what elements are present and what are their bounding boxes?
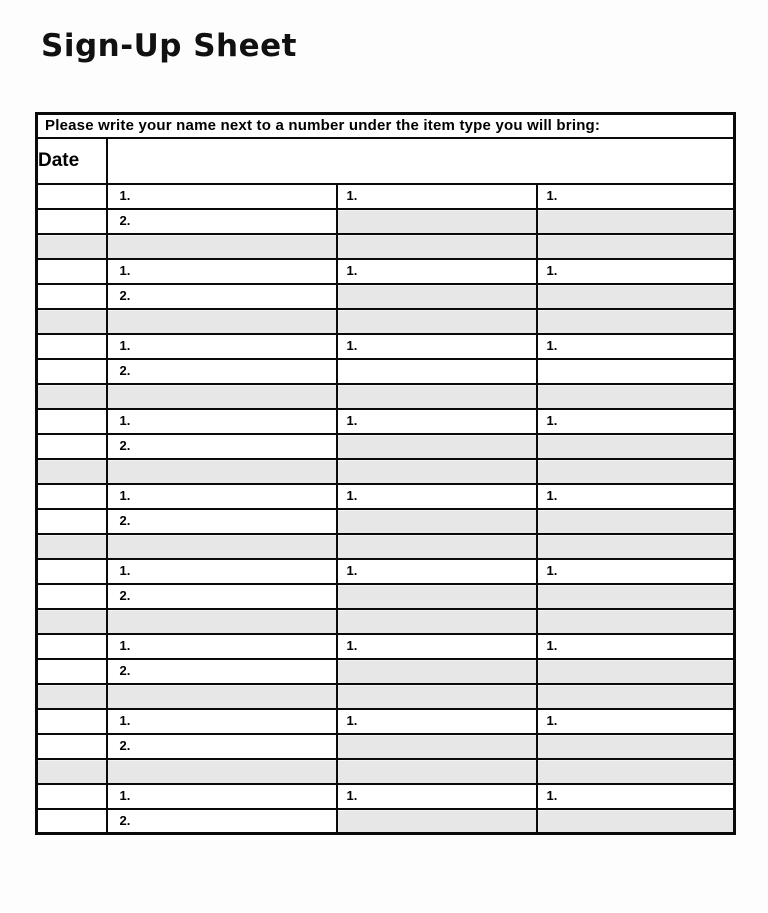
entry-number-label: 1.	[119, 638, 131, 653]
signup-row	[37, 634, 735, 659]
entry-number-label: 2.	[119, 363, 131, 378]
entry-number-label: 1.	[346, 188, 358, 203]
blocked-cell	[537, 309, 735, 334]
signup-row	[37, 409, 735, 434]
blocked-cell	[337, 309, 537, 334]
blocked-cell	[37, 309, 107, 334]
blocked-cell	[107, 534, 337, 559]
blocked-cell	[37, 234, 107, 259]
name-entry-cell[interactable]	[107, 184, 337, 209]
entry-number-label: 2.	[119, 288, 131, 303]
blocked-cell	[337, 509, 537, 534]
name-entry-cell[interactable]	[107, 434, 337, 459]
blocked-cell	[537, 759, 735, 784]
blocked-cell	[337, 759, 537, 784]
signup-row	[37, 559, 735, 584]
blocked-cell	[37, 684, 107, 709]
signup-row	[37, 309, 735, 334]
blocked-cell	[107, 609, 337, 634]
name-entry-cell[interactable]	[107, 484, 337, 509]
date-entry-cell[interactable]	[37, 184, 107, 209]
name-entry-cell[interactable]	[337, 709, 537, 734]
entry-number-label: 1.	[546, 713, 558, 728]
date-entry-cell[interactable]	[37, 659, 107, 684]
blocked-cell	[537, 659, 735, 684]
entry-number-label: 1.	[119, 338, 131, 353]
blocked-cell	[337, 609, 537, 634]
blocked-cell	[337, 209, 537, 234]
name-entry-cell[interactable]	[337, 359, 537, 384]
name-entry-cell[interactable]	[107, 259, 337, 284]
name-entry-cell[interactable]	[337, 409, 537, 434]
blocked-cell	[107, 684, 337, 709]
signup-row	[37, 809, 735, 834]
name-entry-cell[interactable]	[107, 634, 337, 659]
name-entry-cell[interactable]	[107, 209, 337, 234]
entry-number-label: 1.	[346, 338, 358, 353]
date-entry-cell[interactable]	[37, 809, 107, 834]
blocked-cell	[537, 284, 735, 309]
blocked-cell	[337, 584, 537, 609]
instruction-row	[37, 114, 735, 138]
name-entry-cell[interactable]	[107, 559, 337, 584]
entry-number-label: 1.	[346, 413, 358, 428]
blocked-cell	[537, 434, 735, 459]
entry-number-label: 1.	[346, 263, 358, 278]
signup-row	[37, 759, 735, 784]
name-entry-cell[interactable]	[337, 784, 537, 809]
signup-row	[37, 734, 735, 759]
name-entry-cell[interactable]	[537, 184, 735, 209]
blocked-cell	[107, 459, 337, 484]
entry-number-label: 1.	[346, 788, 358, 803]
name-entry-cell[interactable]	[107, 334, 337, 359]
blocked-cell	[537, 534, 735, 559]
entry-number-label: 1.	[119, 788, 131, 803]
page-title: Sign-Up Sheet	[41, 28, 297, 64]
name-entry-cell[interactable]	[107, 509, 337, 534]
blocked-cell	[337, 234, 537, 259]
blocked-cell	[337, 734, 537, 759]
name-entry-cell[interactable]	[337, 259, 537, 284]
name-entry-cell[interactable]	[537, 334, 735, 359]
blocked-cell	[537, 234, 735, 259]
name-entry-cell[interactable]	[337, 184, 537, 209]
entry-number-label: 1.	[346, 638, 358, 653]
entry-number-label: 2.	[119, 513, 131, 528]
blocked-cell	[537, 384, 735, 409]
signup-row	[37, 384, 735, 409]
signup-row	[37, 509, 735, 534]
signup-table	[35, 112, 736, 835]
blocked-cell	[337, 434, 537, 459]
blocked-cell	[107, 309, 337, 334]
blocked-cell	[107, 384, 337, 409]
signup-row	[37, 584, 735, 609]
date-row	[37, 138, 735, 184]
signup-row	[37, 659, 735, 684]
entry-number-label: 1.	[119, 413, 131, 428]
name-entry-cell[interactable]	[107, 584, 337, 609]
date-entry-cell[interactable]	[37, 784, 107, 809]
blocked-cell	[337, 809, 537, 834]
date-entry-cell[interactable]	[37, 334, 107, 359]
name-entry-cell[interactable]	[107, 784, 337, 809]
signup-row	[37, 234, 735, 259]
entry-number-label: 2.	[119, 738, 131, 753]
signup-row	[37, 784, 735, 809]
blocked-cell	[37, 384, 107, 409]
entry-number-label: 2.	[119, 213, 131, 228]
blocked-cell	[37, 459, 107, 484]
blocked-cell	[107, 759, 337, 784]
blocked-cell	[537, 609, 735, 634]
date-header-entry-cell[interactable]	[107, 138, 735, 184]
date-entry-cell[interactable]	[37, 734, 107, 759]
entry-number-label: 2.	[119, 812, 131, 828]
signup-row	[37, 259, 735, 284]
entry-number-label: 1.	[119, 188, 131, 203]
blocked-cell	[337, 459, 537, 484]
blocked-cell	[37, 534, 107, 559]
blocked-cell	[337, 684, 537, 709]
signup-row	[37, 434, 735, 459]
blocked-cell	[537, 684, 735, 709]
blocked-cell	[337, 534, 537, 559]
blocked-cell	[37, 759, 107, 784]
signup-row	[37, 284, 735, 309]
signup-row	[37, 359, 735, 384]
name-entry-cell[interactable]	[107, 359, 337, 384]
name-entry-cell[interactable]	[107, 734, 337, 759]
date-entry-cell[interactable]	[37, 409, 107, 434]
name-entry-cell[interactable]	[537, 259, 735, 284]
signup-row	[37, 534, 735, 559]
blocked-cell	[537, 734, 735, 759]
name-entry-cell[interactable]	[337, 559, 537, 584]
blocked-cell	[337, 284, 537, 309]
date-entry-cell[interactable]	[37, 259, 107, 284]
date-entry-cell[interactable]	[37, 209, 107, 234]
entry-number-label: 1.	[546, 488, 558, 503]
blocked-cell	[337, 659, 537, 684]
date-entry-cell[interactable]	[37, 434, 107, 459]
name-entry-cell[interactable]	[107, 809, 337, 834]
blocked-cell	[537, 209, 735, 234]
entry-number-label: 1.	[546, 788, 558, 803]
date-entry-cell[interactable]	[37, 509, 107, 534]
entry-number-label: 1.	[546, 563, 558, 578]
name-entry-cell[interactable]	[537, 409, 735, 434]
signup-row	[37, 484, 735, 509]
instruction-text: Please write your name next to a number under the item type you will bring:	[37, 114, 735, 138]
signup-row	[37, 209, 735, 234]
name-entry-cell[interactable]	[537, 634, 735, 659]
entry-number-label: 1.	[546, 413, 558, 428]
entry-number-label: 1.	[119, 563, 131, 578]
signup-header-rows	[37, 114, 735, 184]
name-entry-cell[interactable]	[107, 659, 337, 684]
entry-number-label: 1.	[119, 488, 131, 503]
signup-row	[37, 184, 735, 209]
date-label: Date	[37, 138, 107, 184]
blocked-cell	[537, 809, 735, 834]
name-entry-cell[interactable]	[537, 559, 735, 584]
date-entry-cell[interactable]	[37, 634, 107, 659]
name-entry-cell[interactable]	[537, 709, 735, 734]
entry-number-label: 1.	[546, 263, 558, 278]
date-entry-cell[interactable]	[37, 284, 107, 309]
entry-number-label: 1.	[546, 188, 558, 203]
blocked-cell	[37, 609, 107, 634]
name-entry-cell[interactable]	[337, 634, 537, 659]
date-entry-cell[interactable]	[37, 484, 107, 509]
signup-row	[37, 684, 735, 709]
date-entry-cell[interactable]	[37, 709, 107, 734]
entry-number-label: 2.	[119, 588, 131, 603]
name-entry-cell[interactable]	[107, 709, 337, 734]
signup-row	[37, 709, 735, 734]
entry-number-label: 1.	[119, 713, 131, 728]
entry-number-label: 1.	[546, 638, 558, 653]
entry-number-label: 1.	[346, 563, 358, 578]
date-entry-cell[interactable]	[37, 359, 107, 384]
date-entry-cell[interactable]	[37, 559, 107, 584]
blocked-cell	[107, 234, 337, 259]
name-entry-cell[interactable]	[337, 334, 537, 359]
signup-row	[37, 609, 735, 634]
signup-row	[37, 334, 735, 359]
entry-number-label: 1.	[346, 713, 358, 728]
name-entry-cell[interactable]	[537, 484, 735, 509]
blocked-cell	[337, 384, 537, 409]
entry-number-label: 2.	[119, 663, 131, 678]
entry-number-label: 1.	[346, 488, 358, 503]
name-entry-cell[interactable]	[537, 784, 735, 809]
signup-row	[37, 459, 735, 484]
date-entry-cell[interactable]	[37, 584, 107, 609]
name-entry-cell[interactable]	[107, 409, 337, 434]
entry-number-label: 1.	[119, 263, 131, 278]
entry-number-label: 1.	[546, 338, 558, 353]
blocked-cell	[537, 459, 735, 484]
signup-rows	[37, 184, 735, 834]
entry-number-label: 2.	[119, 438, 131, 453]
name-entry-cell[interactable]	[107, 284, 337, 309]
name-entry-cell[interactable]	[337, 484, 537, 509]
blocked-cell	[537, 584, 735, 609]
blocked-cell	[537, 509, 735, 534]
name-entry-cell[interactable]	[537, 359, 735, 384]
